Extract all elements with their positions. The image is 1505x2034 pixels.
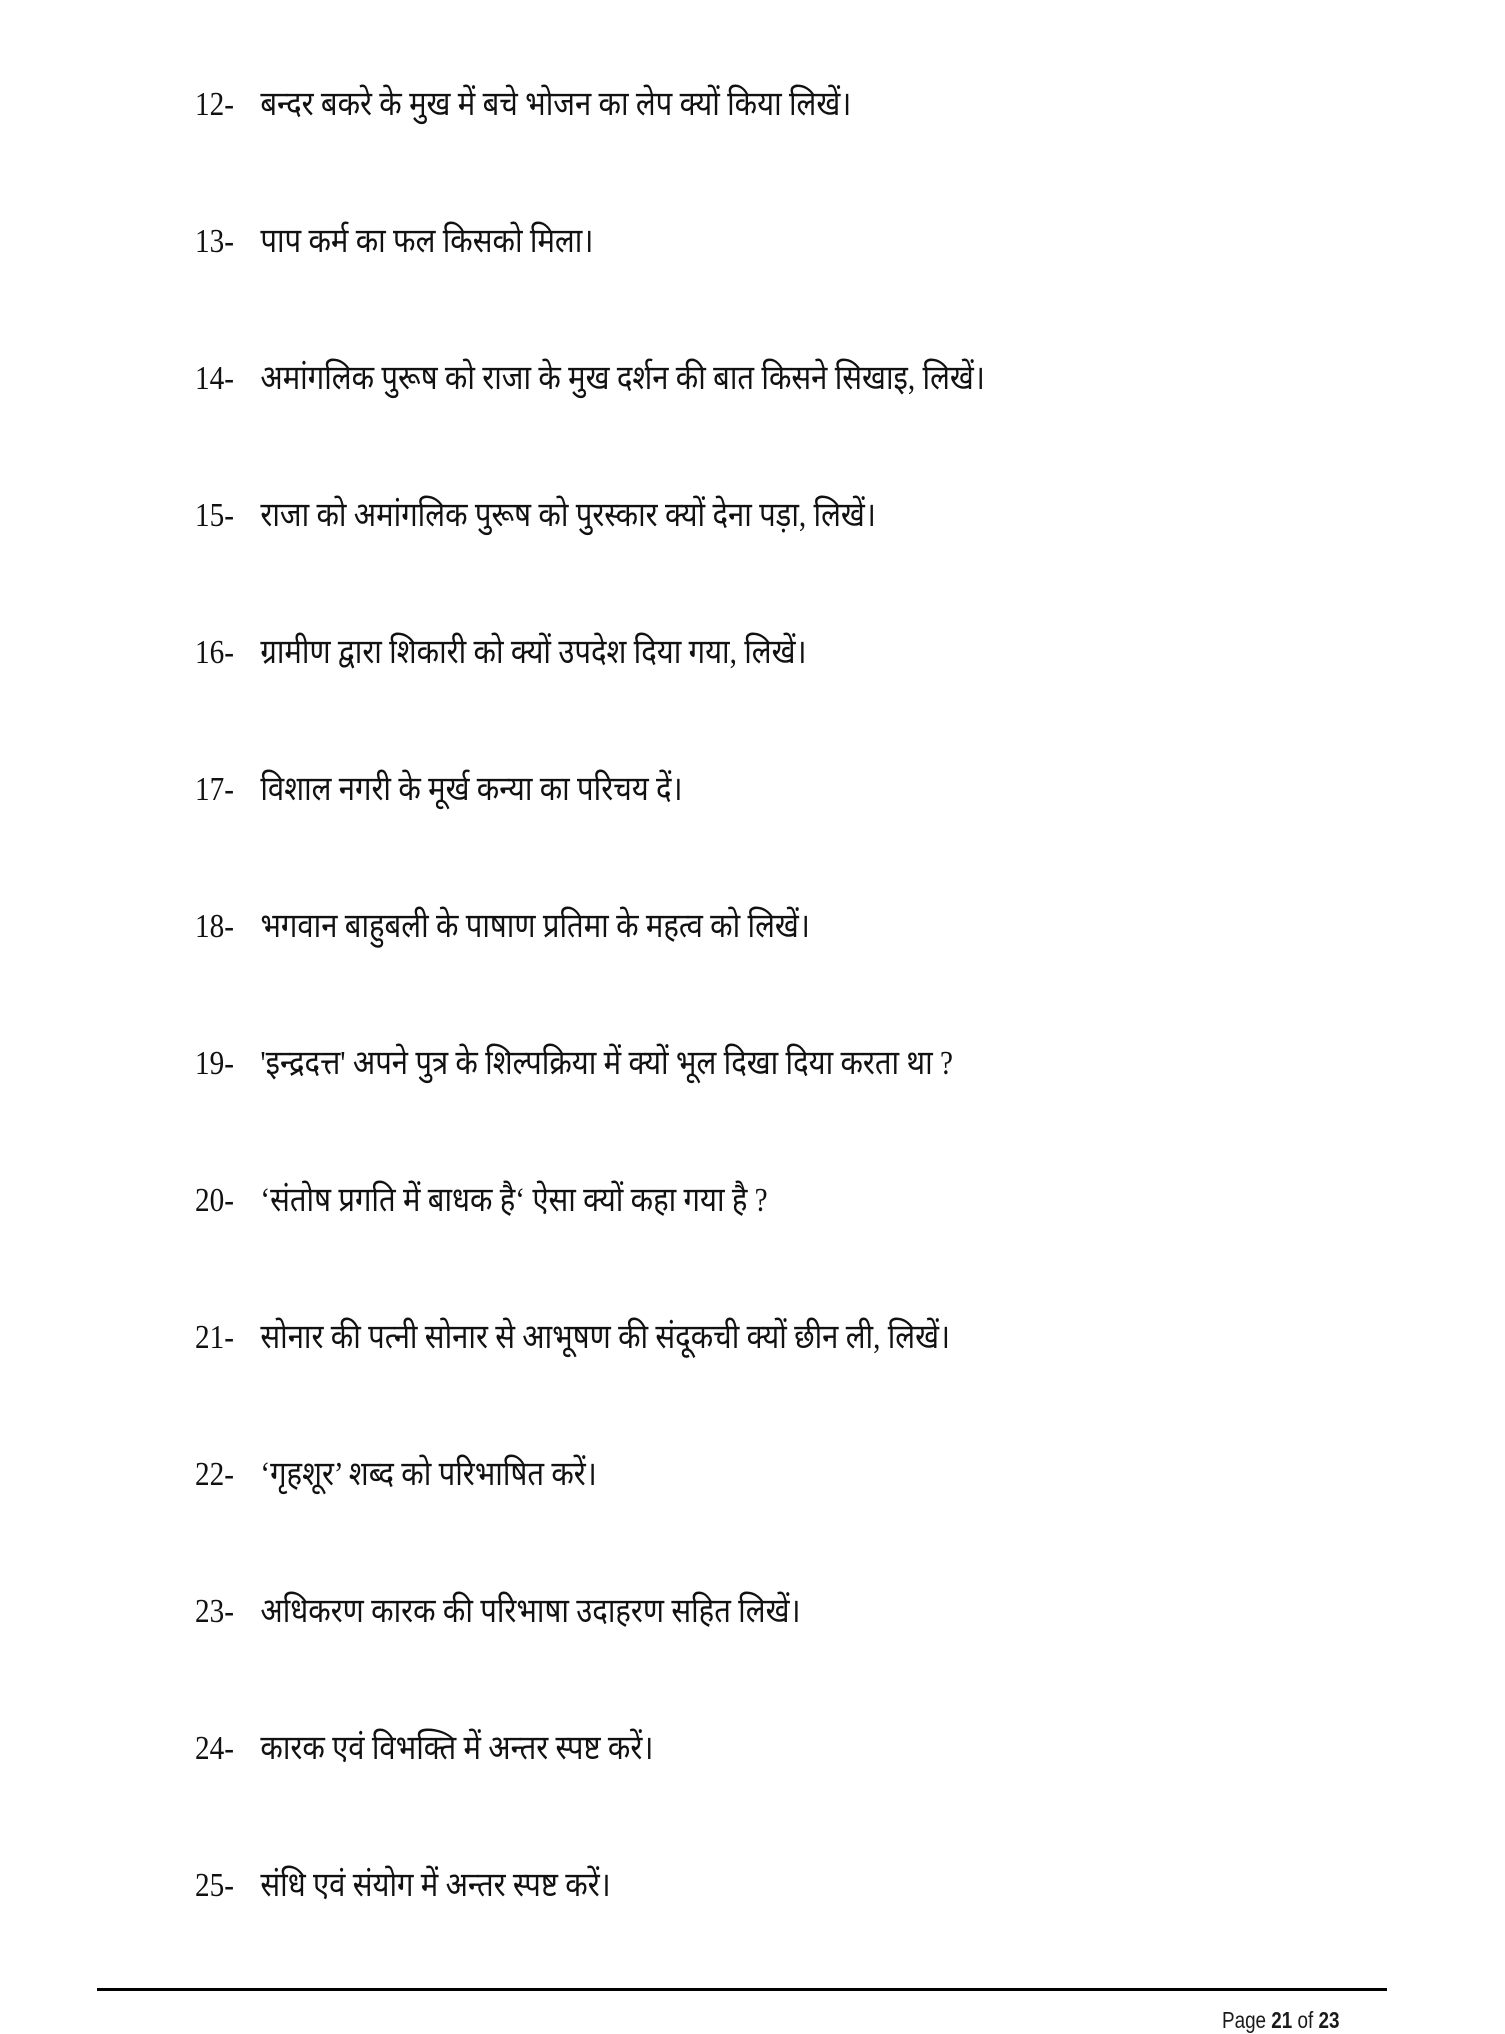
question-item	[195, 631, 807, 675]
current-page-number: 21	[1271, 2007, 1293, 2033]
question-number: 12-	[195, 86, 234, 123]
question-item	[195, 1590, 801, 1634]
total-pages-number: 23	[1318, 2007, 1340, 2033]
question-item	[195, 1042, 953, 1086]
question-number: 19-	[195, 1045, 234, 1082]
question-item	[195, 494, 876, 538]
question-number: 23-	[195, 1593, 234, 1630]
question-text: कारक एवं विभक्ति में अन्तर स्पष्ट करें।	[260, 1730, 654, 1767]
question-item	[195, 357, 985, 401]
page-prefix: Page	[1222, 2007, 1267, 2033]
question-text: पाप कर्म का फल किसको मिला।	[260, 223, 594, 260]
question-item	[195, 905, 810, 949]
question-text: बन्दर बकरे के मुख में बचे भोजन का लेप क्यों किया लिखें।	[260, 86, 852, 123]
question-number: 14-	[195, 360, 234, 397]
question-number: 24-	[195, 1730, 234, 1767]
page-number-indicator	[1222, 2006, 1339, 2034]
question-number: 18-	[195, 908, 234, 945]
question-text: विशाल नगरी के मूर्ख कन्या का परिचय दें।	[260, 771, 683, 808]
question-number: 25-	[195, 1867, 234, 1904]
question-number: 13-	[195, 223, 234, 260]
page-of-label: of	[1297, 2007, 1314, 2033]
footer-divider	[97, 1988, 1387, 1991]
question-item	[195, 1453, 597, 1497]
question-item	[195, 1727, 653, 1771]
question-text: 'इन्द्रदत्त' अपने पुत्र के शिल्पक्रिया में क्यों भूल दिखा दिया करता था ?	[260, 1045, 953, 1082]
question-item	[195, 1864, 611, 1908]
question-number: 22-	[195, 1456, 234, 1493]
question-number: 20-	[195, 1182, 234, 1219]
question-item	[195, 1179, 768, 1223]
question-text: अधिकरण कारक की परिभाषा उदाहरण सहित लिखें।	[260, 1593, 801, 1630]
question-item	[195, 1316, 950, 1360]
question-number: 16-	[195, 634, 234, 671]
question-text: अमांगलिक पुरूष को राजा के मुख दर्शन की बात किसने सिखाइ, लिखें।	[260, 360, 985, 397]
question-text: ‘गृहशूर’ शब्द को परिभाषित करें।	[260, 1456, 597, 1493]
question-item	[195, 83, 851, 127]
question-text: राजा को अमांगलिक पुरूष को पुरस्कार क्यों देना पड़ा, लिखें।	[260, 497, 876, 534]
question-text: ‘संतोष प्रगति में बाधक है‘ ऐसा क्यों कहा गया है ?	[260, 1182, 768, 1219]
question-text: ग्रामीण द्वारा शिकारी को क्यों उपदेश दिया गया, लिखें।	[260, 634, 807, 671]
question-number: 15-	[195, 497, 234, 534]
question-item	[195, 768, 683, 812]
question-text: संधि एवं संयोग में अन्तर स्पष्ट करें।	[260, 1867, 611, 1904]
question-number: 21-	[195, 1319, 234, 1356]
question-number: 17-	[195, 771, 234, 808]
question-text: सोनार की पत्नी सोनार से आभूषण की संदूकची क्यों छीन ली, लिखें।	[260, 1319, 951, 1356]
question-item	[195, 220, 593, 264]
question-text: भगवान बाहुबली के पाषाण प्रतिमा के महत्व को लिखें।	[260, 908, 810, 945]
